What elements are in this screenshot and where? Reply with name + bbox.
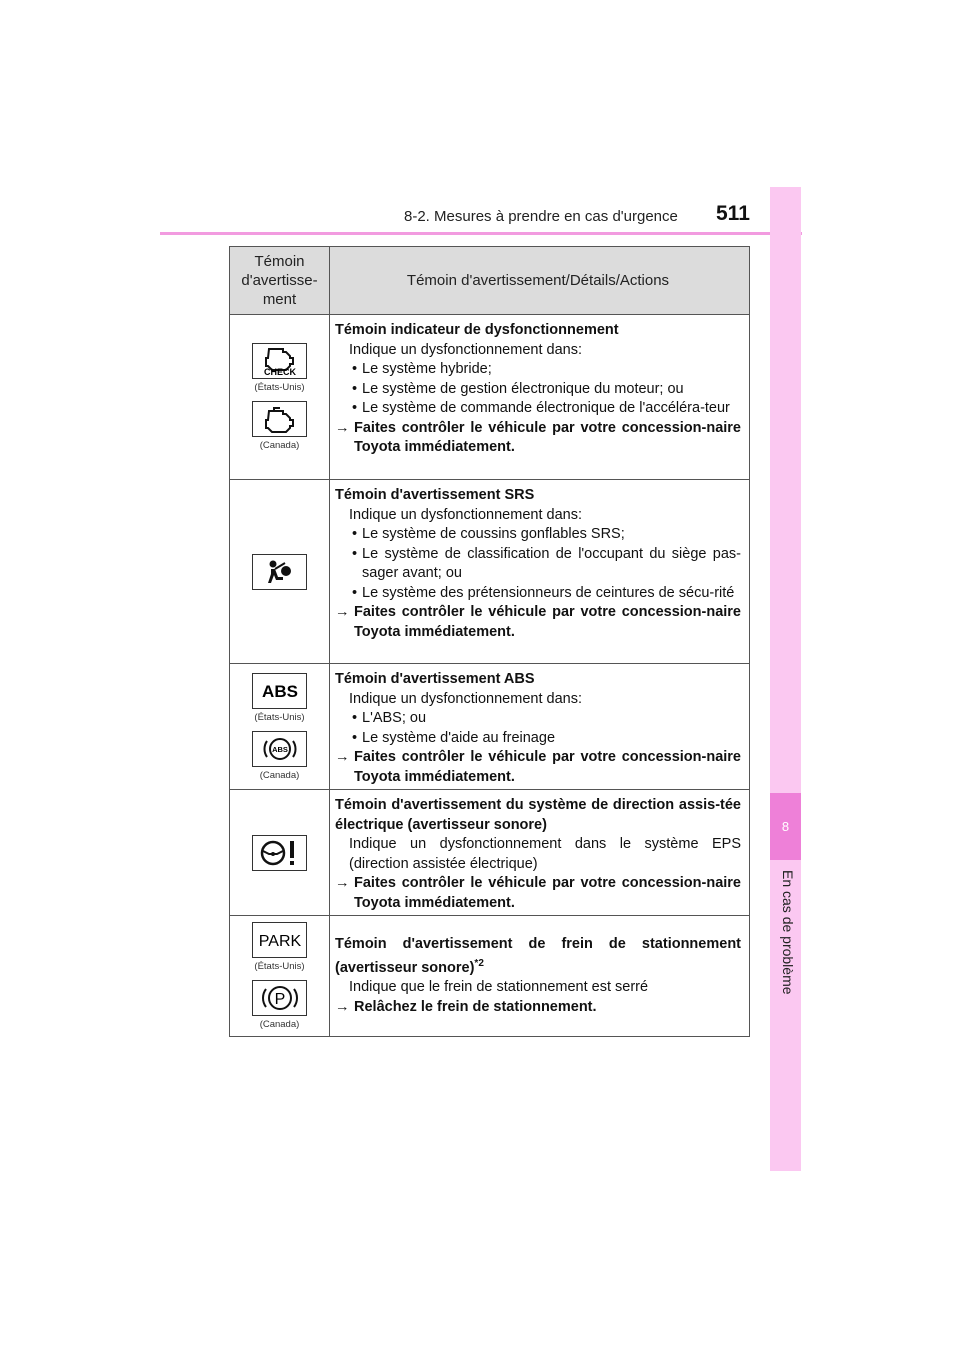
chapter-label: En cas de problème xyxy=(780,870,796,995)
table-row xyxy=(230,915,749,1036)
park-icon xyxy=(252,922,307,958)
list-item: • Le système hybride; xyxy=(335,360,741,380)
warning-lights-table xyxy=(229,246,750,1037)
check-engine-icon xyxy=(252,343,307,379)
svg-text:P: P xyxy=(274,991,285,1008)
chapter-tab[interactable]: 8 xyxy=(770,793,801,860)
warning-title: Témoin indicateur de dysfonctionnement xyxy=(335,322,619,338)
details-cell xyxy=(330,315,749,479)
engine-icon xyxy=(252,401,307,437)
icon-caption: (Canada) xyxy=(259,769,300,781)
warning-action: → Faites contrôler le véhicule par votre concession-naire Toyota immédiatement. xyxy=(335,874,741,913)
list-item: • Le système de commande électronique de l'accéléra-teur xyxy=(335,399,741,419)
table-row xyxy=(230,789,749,915)
icon-cell xyxy=(230,664,330,789)
warning-description: Indique un dysfonctionnement dans: xyxy=(349,690,582,707)
abs-circle-icon xyxy=(252,731,307,767)
warning-title: Témoin d'avertissement de frein de stationnement (avertisseur sonore)$^{*2}$ xyxy=(335,935,741,976)
details-cell xyxy=(330,664,749,789)
svg-text:ABS: ABS xyxy=(261,681,298,701)
svg-text:PARK: PARK xyxy=(258,933,301,950)
table-row xyxy=(230,663,749,789)
warning-description: Indique que le frein de stationnement est serré xyxy=(349,979,649,996)
side-strip xyxy=(770,187,801,1171)
warning-description: Indique un dysfonctionnement dans le système EPS (direction assistée électrique) xyxy=(349,836,741,872)
icon-cell xyxy=(230,790,330,915)
list-item: • Le système d'aide au freinage xyxy=(335,729,741,749)
icon-cell xyxy=(230,480,330,663)
details-cell xyxy=(330,916,749,1036)
parking-brake-icon xyxy=(252,980,307,1016)
svg-text:ABS: ABS xyxy=(271,744,288,754)
table-header-row xyxy=(230,247,749,314)
table-row xyxy=(230,314,749,479)
warning-title: Témoin d'avertissement SRS xyxy=(335,487,535,503)
column-header-details: Témoin d'avertissement/Détails/Actions xyxy=(406,271,670,289)
column-header-icon: Témoin d'avertisse-ment xyxy=(230,247,330,314)
icon-cell xyxy=(230,916,330,1036)
list-item: • Le système des prétensionneurs de ceintures de sécu-rité xyxy=(335,584,741,604)
list-item: • Le système de gestion électronique du moteur; ou xyxy=(335,380,741,400)
icon-caption: (États-Unis) xyxy=(254,711,305,723)
icon-caption: (États-Unis) xyxy=(254,961,305,972)
header-divider xyxy=(160,232,802,235)
icon-caption: (Canada) xyxy=(259,440,300,451)
power-steering-icon xyxy=(252,835,307,871)
warning-description: Indique un dysfonctionnement dans: xyxy=(349,506,582,523)
page-number: 511 xyxy=(716,202,750,225)
icon-cell xyxy=(230,315,330,479)
list-item: • Le système de classification de l'occupant du siège pas-sager avant; ou xyxy=(335,545,741,584)
header-title: 8-2. Mesures à prendre en cas d'urgence xyxy=(404,208,678,225)
details-cell xyxy=(330,790,749,915)
svg-text:CHECK: CHECK xyxy=(263,367,296,377)
list-item: • Le système de coussins gonflables SRS; xyxy=(335,525,741,545)
warning-description: Indique un dysfonctionnement dans: xyxy=(349,341,582,358)
warning-title: Témoin d'avertissement ABS xyxy=(335,671,535,687)
srs-airbag-icon xyxy=(252,554,307,590)
footnote-marker: *2 xyxy=(474,958,484,970)
list-item: • L'ABS; ou xyxy=(335,709,741,729)
details-cell xyxy=(330,480,749,663)
icon-caption: (États-Unis) xyxy=(254,382,305,393)
warning-action: → Faites contrôler le véhicule par votre concession-naire Toyota immédiatement. xyxy=(335,419,741,458)
warning-action: → Faites contrôler le véhicule par votre concession-naire Toyota immédiatement. xyxy=(335,603,741,642)
warning-title: Témoin d'avertissement du système de direction assis-tée électrique (avertisseur sonore) xyxy=(335,797,741,833)
warning-action: → Faites contrôler le véhicule par votre concession-naire Toyota immédiatement. xyxy=(335,748,741,787)
table-row xyxy=(230,479,749,663)
abs-icon xyxy=(252,673,307,709)
warning-action: → Relâchez le frein de stationnement. xyxy=(335,998,741,1018)
icon-caption: (Canada) xyxy=(259,1019,300,1030)
